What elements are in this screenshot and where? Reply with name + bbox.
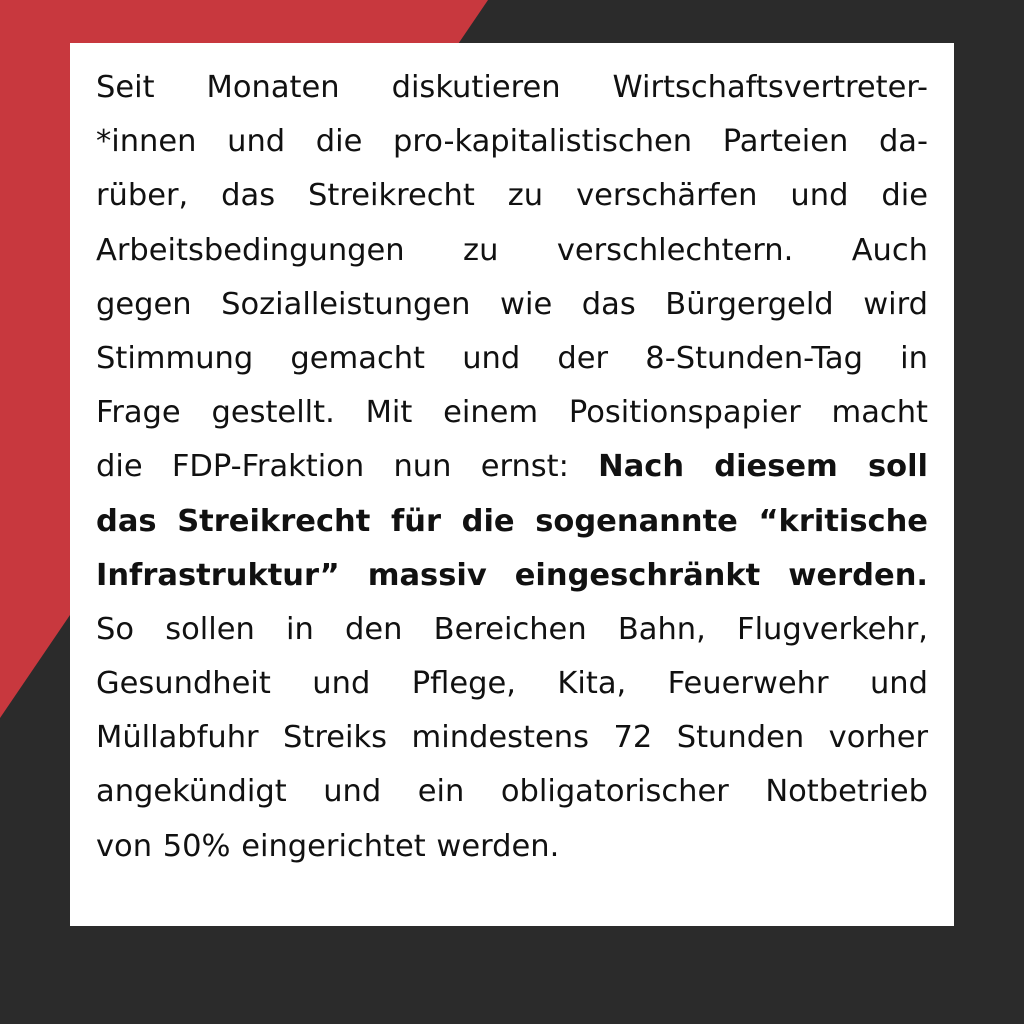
- text-line-2: *innen und die pro-kapitalistischen Parteien da-: [96, 124, 928, 160]
- text-line-12: Gesundheit und Pflege, Kita, Feuerwehr und: [96, 666, 928, 702]
- paragraph: [96, 61, 928, 874]
- text-line-1: Seit Monaten diskutieren Wirtschaftsvertreter-: [96, 70, 928, 105]
- text-line-4: Arbeitsbedingungen zu verschlechtern. Auch: [96, 232, 928, 268]
- text-line-8-bold: Nach diesem soll: [598, 449, 929, 485]
- text-line-9: das Streikrecht für die sogenannte “kritische: [96, 503, 928, 539]
- text-line-15: von 50% eingerichtet werden.: [96, 828, 560, 864]
- text-line-8: [96, 440, 928, 494]
- text-line-10: Infrastruktur” massiv eingeschränkt werden.: [96, 557, 928, 593]
- text-card: [70, 43, 954, 926]
- text-line-14: angekündigt und ein obligatorischer Notbetrieb: [96, 774, 928, 810]
- text-line-6: Stimmung gemacht und der 8-Stunden-Tag in: [96, 340, 928, 376]
- text-line-3: rüber, das Streikrecht zu verschärfen und die: [96, 178, 928, 214]
- text-line-7: Frage gestellt. Mit einem Positionspapier macht: [96, 395, 928, 431]
- text-line-13: Müllabfuhr Streiks mindestens 72 Stunden vorher: [96, 720, 928, 756]
- text-line-5: gegen Sozialleistungen wie das Bürgergeld wird: [96, 286, 928, 322]
- text-line-11: So sollen in den Bereichen Bahn, Flugverkehr,: [96, 611, 928, 647]
- text-line-8-regular: die FDP-Fraktion nun ernst:: [96, 449, 599, 485]
